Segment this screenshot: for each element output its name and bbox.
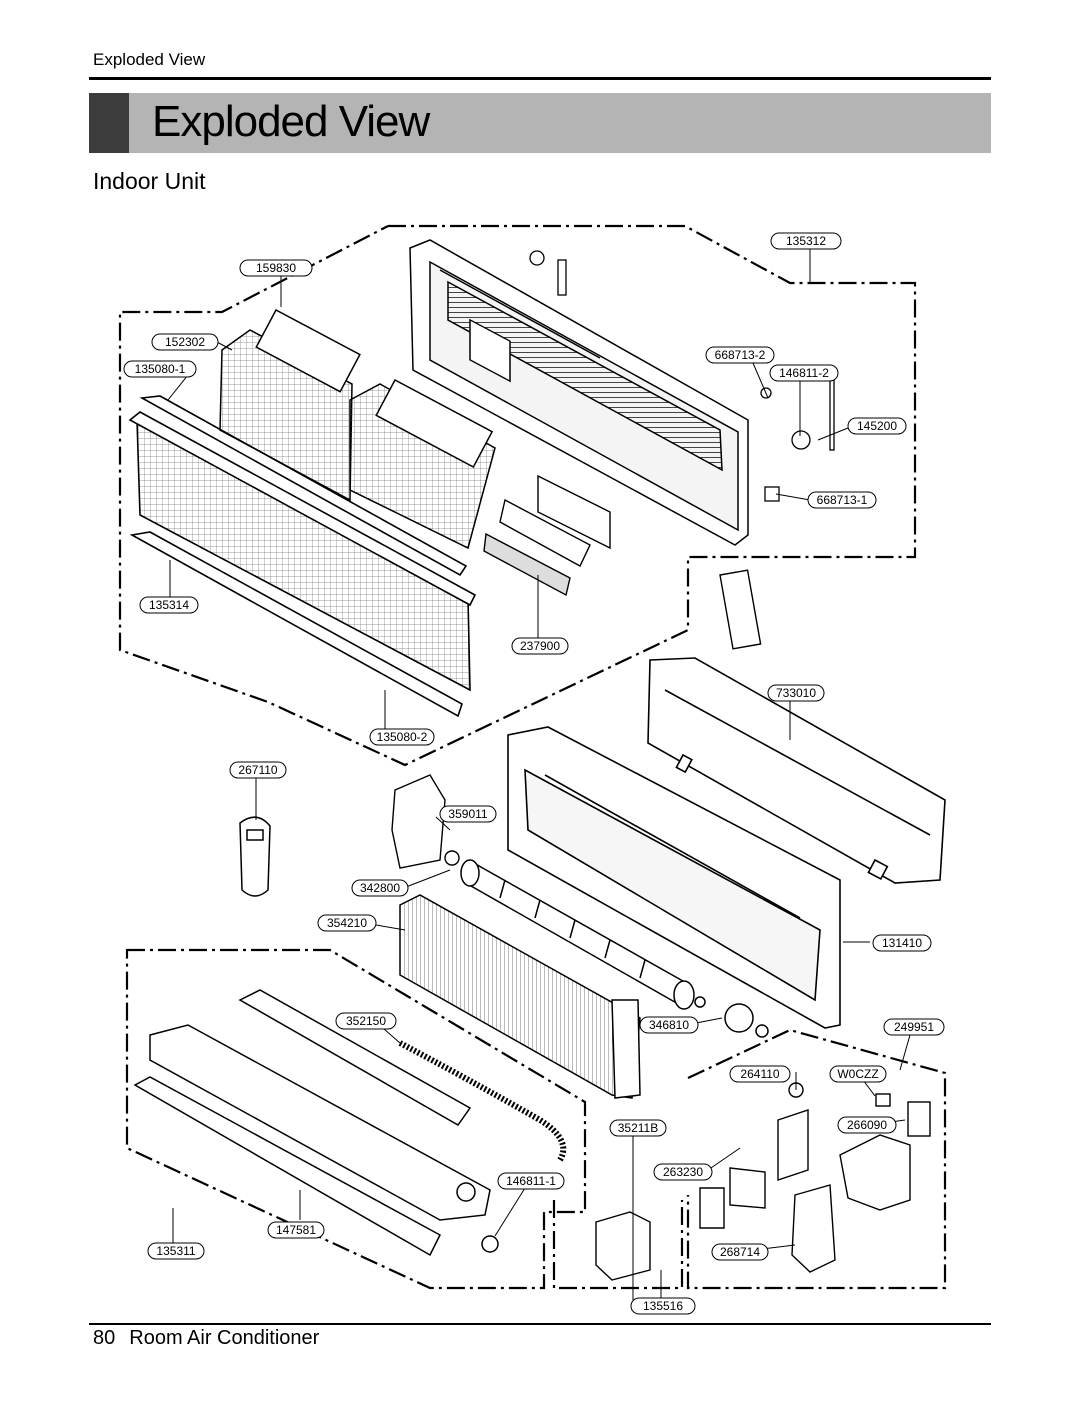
label-146811-2 (770, 365, 838, 381)
svg-text:135516: 135516 (642, 1299, 684, 1313)
svg-text:135080-1: 135080-1 (134, 362, 186, 376)
label-266090 (838, 1117, 896, 1133)
svg-text:266090: 266090 (846, 1118, 888, 1132)
svg-text:W0CZZ: W0CZZ (837, 1067, 879, 1081)
svg-text:146811-1: 146811-1 (506, 1174, 556, 1188)
running-header: Exploded View (93, 50, 206, 69)
label-342800 (352, 880, 408, 896)
evaporator (400, 895, 640, 1098)
label-145200 (848, 418, 906, 434)
svg-text:352150: 352150 (345, 1014, 387, 1028)
section-subtitle: Indoor Unit (93, 168, 206, 194)
label-268714 (712, 1244, 768, 1260)
label-264110 (730, 1066, 790, 1082)
label-249951 (884, 1019, 944, 1035)
svg-text:264110: 264110 (740, 1067, 780, 1081)
label-135516 (631, 1298, 695, 1314)
label-733010 (768, 685, 824, 701)
drain-pipe (400, 1043, 563, 1160)
svg-text:733010: 733010 (775, 686, 817, 700)
svg-text:135314: 135314 (148, 598, 190, 612)
svg-text:147581: 147581 (275, 1223, 317, 1237)
label-263230 (654, 1164, 712, 1180)
label-W0CZZ (830, 1066, 886, 1082)
label-267110 (230, 762, 286, 778)
remote-controller (240, 817, 270, 896)
label-354210 (318, 915, 376, 931)
svg-text:354210: 354210 (326, 916, 368, 930)
svg-text:35211B: 35211B (617, 1121, 659, 1135)
svg-text:668713-2: 668713-2 (714, 348, 766, 362)
label-152302 (152, 334, 218, 350)
discharge-grille (135, 990, 498, 1255)
label-237900 (512, 638, 568, 654)
svg-text:263230: 263230 (662, 1165, 704, 1179)
label-131410 (873, 935, 931, 951)
banner-title: Exploded View (152, 97, 430, 146)
label-346810 (640, 1017, 698, 1033)
label-146811-1 (498, 1173, 564, 1189)
svg-text:152302: 152302 (164, 335, 206, 349)
page-number: 80 (93, 1327, 116, 1349)
svg-text:145200: 145200 (856, 419, 898, 433)
svg-text:135311: 135311 (156, 1244, 196, 1258)
label-135080-2 (370, 729, 434, 745)
svg-text:267110: 267110 (238, 763, 278, 777)
svg-text:131410: 131410 (881, 936, 923, 950)
svg-text:159830: 159830 (255, 261, 297, 275)
document-title: Room Air Conditioner (129, 1327, 320, 1349)
label-135080-1 (124, 361, 196, 377)
label-159830 (240, 260, 312, 276)
label-668713-2 (706, 347, 774, 363)
svg-text:359011: 359011 (448, 807, 488, 821)
svg-text:268714: 268714 (719, 1245, 761, 1259)
fan-motor (695, 997, 768, 1037)
svg-text:135312: 135312 (785, 234, 827, 248)
svg-text:342800: 342800 (359, 881, 401, 895)
footer-rule (89, 1323, 991, 1325)
svg-text:135080-2: 135080-2 (376, 730, 428, 744)
svg-text:146811-2: 146811-2 (779, 366, 829, 380)
label-147581 (268, 1222, 324, 1238)
svg-text:237900: 237900 (519, 639, 561, 653)
label-135311 (148, 1243, 204, 1259)
svg-text:346810: 346810 (648, 1018, 690, 1032)
label-135312 (771, 233, 841, 249)
label-668713-1 (808, 492, 876, 508)
svg-text:249951: 249951 (893, 1020, 935, 1034)
label-352150 (336, 1013, 396, 1029)
label-35211B (610, 1120, 666, 1136)
label-359011 (440, 806, 496, 822)
page-footer (93, 1327, 319, 1350)
svg-text:668713-1: 668713-1 (816, 493, 868, 507)
label-135314 (140, 597, 198, 613)
